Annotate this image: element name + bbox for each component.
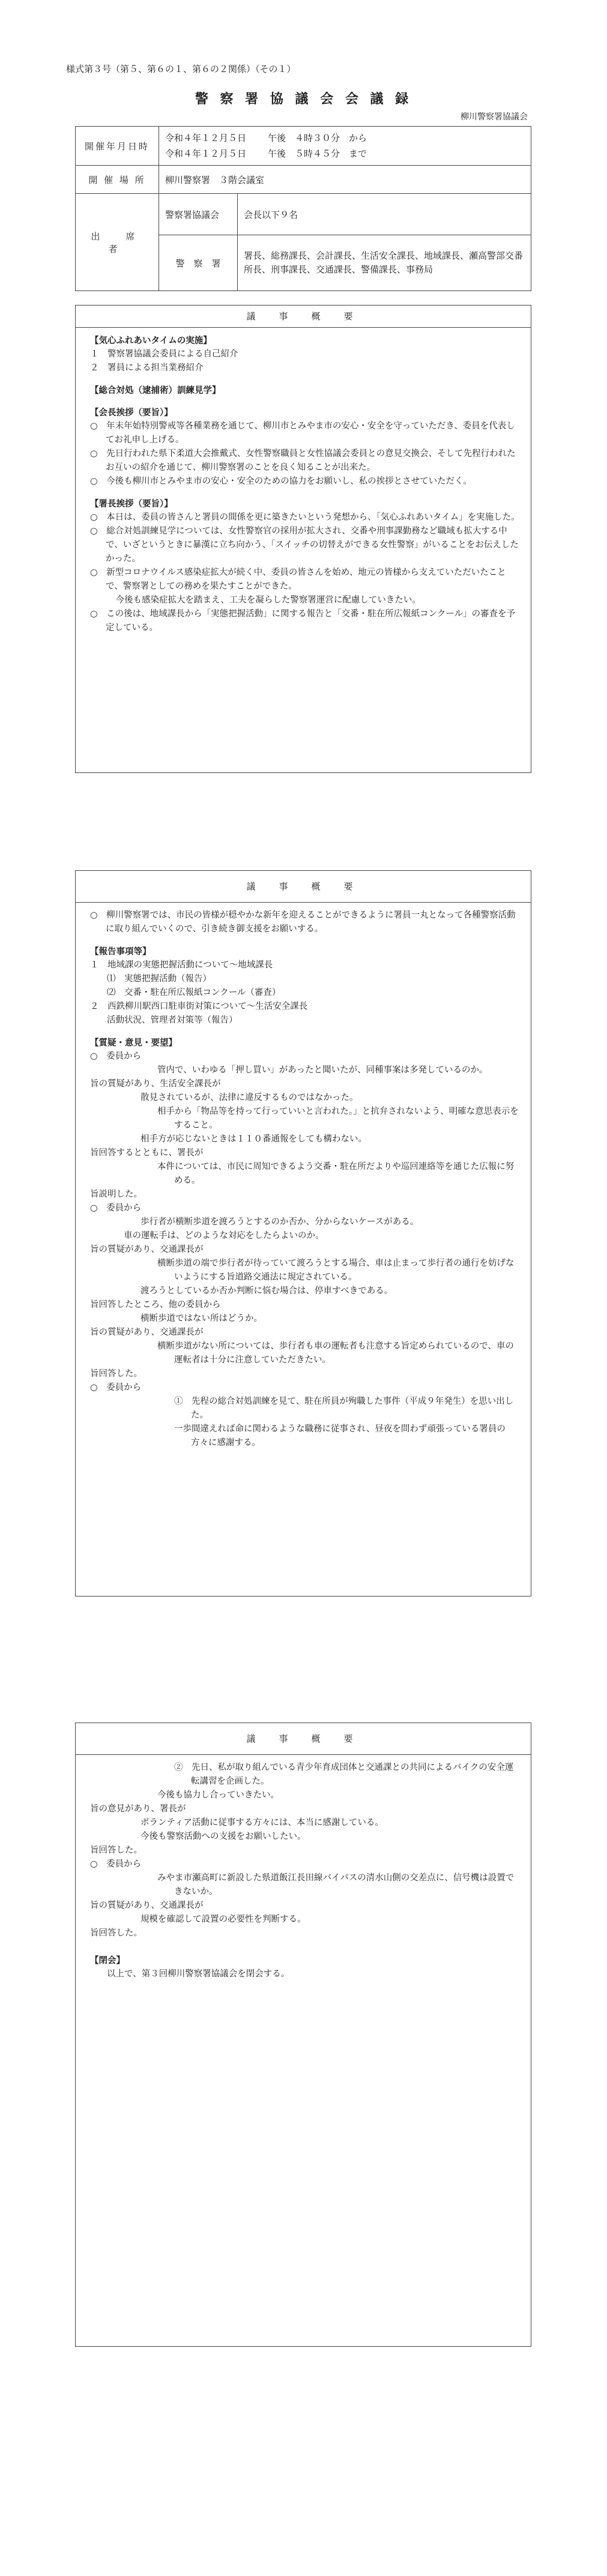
minutes-body xyxy=(76,1755,531,1987)
end-time: 午後 ５時４５分 まで xyxy=(268,148,367,159)
list-item: ボランティア活動に従事する方々には、本当に感謝している。 xyxy=(140,1818,384,1828)
list-item: 旨回答した。 xyxy=(90,1369,142,1379)
list-item: 相手方が応じないときは１１０番通報をしても構わない。 xyxy=(140,1134,367,1144)
meeting-info-table xyxy=(75,126,531,291)
section-title: 【質疑・意見・要望】 xyxy=(90,1038,177,1048)
minutes-header: 議 事 概 要 xyxy=(76,871,531,903)
minutes-box-page1 xyxy=(75,305,531,773)
date-row xyxy=(76,127,531,166)
list-item: 旨回答した。 xyxy=(90,1846,142,1855)
list-item: ○ 年末年始特別警戒等各種業務を通じて、柳川市とみやま市の安心・安全を守っていただき、委員を代表してお礼申し上げる。 xyxy=(90,421,515,445)
list-item: ○ 委員から xyxy=(90,1052,142,1061)
closing-text: 以上で、第３回柳川警察署協議会を閉会する。 xyxy=(107,1969,290,1979)
list-item: 旨の質疑があり、交通課長が xyxy=(90,1328,204,1337)
list-item: ⑴ 実態把握活動（報告） xyxy=(107,974,211,984)
date-value xyxy=(159,127,531,166)
list-item: 今後も警察活動への支援をお願いしたい。 xyxy=(140,1832,306,1841)
list-item: ２ 署員による担当業務紹介 xyxy=(90,363,204,373)
police-value: 署長、総務課長、会計課長、生活安全課長、地域課長、瀬高警部交番所長、刑事課長、交通課長、警備課長、事務局 xyxy=(238,235,531,291)
list-item: 旨の意見があり、署長が xyxy=(90,1804,186,1814)
list-item: ○ 先日行われた県下柔道大会推戴式、女性警察職員と女性協議会委員との意見交換会、そして先程行われたお互いの紹介を通じて、柳川警察署のことを良く知ることが出来た。 xyxy=(90,449,516,472)
list-item: ○ 新型コロナウイルス感染症拡大が続く中、委員の皆さんを始め、地元の皆様から支えていただいたことで、警察署としての務めを果たすことができた。 xyxy=(90,568,506,591)
date-label: 開催年月日時 xyxy=(76,127,159,166)
attendee-label: 出 席 者 xyxy=(76,194,159,291)
council-value: 会長以下９名 xyxy=(238,194,531,235)
list-item: 旨説明した。 xyxy=(90,1190,142,1199)
list-item: 歩行者が横断歩道を渡ろうとするのか否か、分からないケースがある。 xyxy=(140,1217,419,1227)
end-date: 令和４年１２月５日 xyxy=(165,148,247,159)
list-item: みやま市瀬高町に新設した県道飯江長田線バイパスの清水山側の交差点に、信号機は設置できないか。 xyxy=(157,1873,515,1897)
list-item: 今後も協力し合っていきたい。 xyxy=(157,1790,279,1800)
minutes-body xyxy=(76,903,531,1456)
list-item: ① 先程の総合対処訓練を見て、駐在所員が殉職した事件（平成９年発生）を思い出した。 xyxy=(174,1397,514,1420)
section-title: 【閉会】 xyxy=(90,1955,125,1966)
list-item: ⑵ 交番・駐在所広報紙コンクール（審査） xyxy=(107,988,281,998)
place-value: 柳川警察署 ３階会議室 xyxy=(159,166,531,194)
list-item: ２ 西鉄柳川駅西口駐車街対策について～生活安全課長 xyxy=(90,1002,308,1011)
list-item: 規模を確認して設置の必要性を判断する。 xyxy=(140,1915,306,1924)
list-item: 渡ろうとしているか否か判断に悩む場合は、停車すべきである。 xyxy=(140,1286,393,1296)
list-item: ○ 委員から xyxy=(90,1383,142,1392)
list-item: 横断歩道がない所については、歩行者も車の運転者も注意する旨定められているので、車の運転者は十分に注意していただきたい。 xyxy=(157,1341,514,1365)
start-time: 午後 ４時３０分 から xyxy=(268,133,367,143)
organization-name: 柳川警察署協議会 xyxy=(461,112,528,122)
list-item: ② 先日、私が取り組んでいる青少年育成団体と交通課との共同によるバイクの安全運転講習を企画した。 xyxy=(174,1763,514,1786)
place-label: 開 催 場 所 xyxy=(76,166,159,194)
list-item: ○ 総合対処訓練見学については、女性警察官の採用が拡大され、交番や刑事課勤務など職域も拡大する中で、いざというときに暴漢に立ち向かう、「スイッチの切替えができる女性警察」がいることをお伝えしたかった。 xyxy=(90,526,519,564)
section-title: 【会長挨拶（要旨）】 xyxy=(90,408,173,418)
page-title: 警 察 署 協 議 会 会 議 録 xyxy=(195,91,412,107)
start-date: 令和４年１２月５日 xyxy=(165,133,247,143)
minutes-box-page2 xyxy=(75,870,531,1596)
section-title: 【総合対処（逮捕術）訓練見学】 xyxy=(90,385,221,396)
list-item: 横断歩道ではない所はどうか。 xyxy=(140,1314,262,1323)
section-title: 【署長挨拶（要旨）】 xyxy=(90,499,173,509)
minutes-box-page3 xyxy=(75,1723,531,2347)
minutes-header: 議 事 概 要 xyxy=(76,1723,531,1755)
list-item: 相手から「物品等を持って行っていいと言われた。」と抗弁されないよう、明確な意思表示をすること。 xyxy=(157,1107,519,1130)
list-item: ○ 今後も柳川市とみやま市の安心・安全のための協力をお願いし、私の挨拶とさせていただく。 xyxy=(90,477,472,486)
council-label: 警察署協議会 xyxy=(159,194,238,235)
list-item: 旨回答するとともに、署長が xyxy=(90,1148,204,1158)
list-item: ○ 本日は、委員の皆さんと署員の間係を更に築きたいという発想から、「気心ふれあいタイム」を実施した。 xyxy=(90,513,520,522)
list-item: ○ 柳川警察署では、市民の皆様が穏やかな新年を迎えることができるように署員一丸となって各種警察活動に取り組んでいくので、引き続き御支援をお願いする。 xyxy=(90,910,516,934)
list-item: 旨の質疑があり、交通課長が xyxy=(90,1901,204,1910)
police-label: 警 察 署 xyxy=(159,235,238,291)
list-item: 管内で、いわゆる「押し買い」があったと聞いたが、同種事案は多発しているのか。 xyxy=(157,1065,488,1075)
list-item: ○ 委員から xyxy=(90,1203,142,1213)
list-item: 旨回答した。 xyxy=(90,1928,142,1938)
list-item: １ 警察署協議会委員による自己紹介 xyxy=(90,349,238,359)
list-item: 横断歩道の端で歩行者が待っていて渡ろうとする場合、車は止まって歩行者の通行を妨げないようにする旨道路交通法に規定されている。 xyxy=(157,1259,515,1282)
section-title: 【気心ふれあいタイムの実施】 xyxy=(90,336,212,346)
list-item: 散見されているが、法律に違反するものではなかった。 xyxy=(140,1093,358,1103)
list-item: 今後も感染症拡大を踏まえ、工夫を凝らした警察署運営に配慮していきたい。 xyxy=(107,595,421,605)
list-item: 旨の質疑があり、交通課長が xyxy=(90,1245,204,1254)
minutes-header: 議 事 概 要 xyxy=(76,305,531,328)
list-item: 本件については、市民に周知できるよう交番・駐在所だよりや巡回連絡等を通じた広報に努める。 xyxy=(157,1162,515,1185)
council-row xyxy=(76,194,531,235)
list-item: ○ この後は、地域課長から「実態把握活動」に関する報告と「交番・駐在所広報紙コンクール」の審査を予定している。 xyxy=(90,609,516,633)
list-item: 活動状況、管理者対策等（報告） xyxy=(107,1016,238,1025)
list-item: １ 地域課の実態把握活動について～地域課長 xyxy=(90,960,273,970)
list-item: ○ 委員から xyxy=(90,1859,142,1869)
list-item: 旨回答したところ、他の委員から xyxy=(90,1300,221,1310)
list-item: 一歩間違えれば命に関わるような職務に従事され、昼夜を問わず頑張っている署員の方々に感謝する。 xyxy=(174,1424,506,1448)
place-row xyxy=(76,166,531,194)
form-label: 様式第３号（第５、第６の１、第６の２関係）（その１） xyxy=(66,64,296,74)
list-item: 車の運転手は、どのような対応をしたらよいのか。 xyxy=(124,1231,324,1241)
section-title: 【報告事項等】 xyxy=(90,946,151,957)
list-item: 旨の質疑があり、生活安全課長が xyxy=(90,1079,221,1089)
minutes-body xyxy=(76,328,531,641)
